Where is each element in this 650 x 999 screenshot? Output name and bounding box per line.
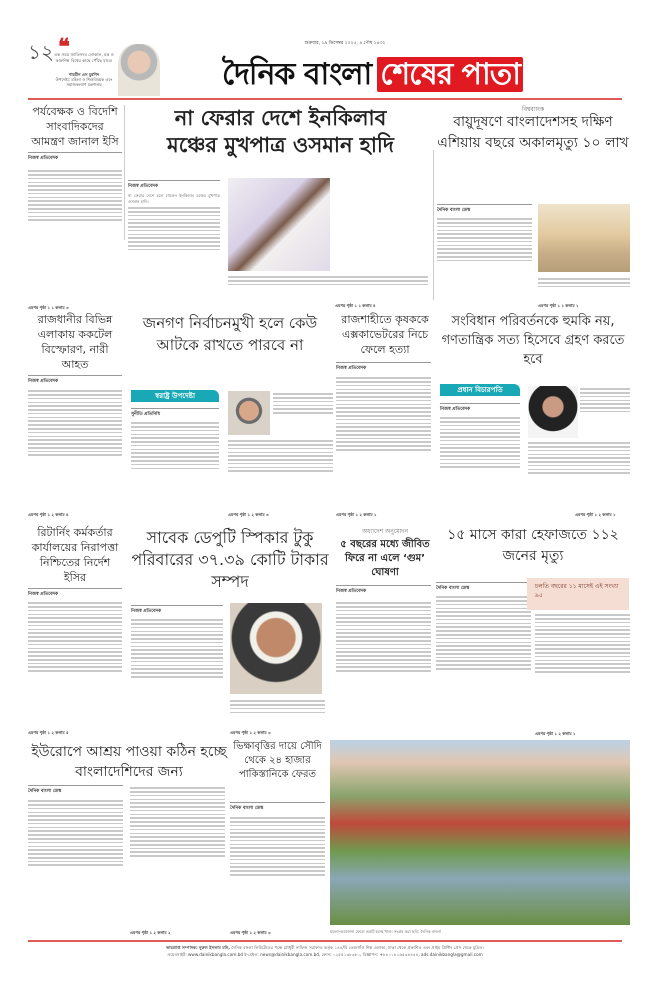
continuation-link[interactable]: এরপর পৃষ্ঠা ১ ২ কলাম ২	[130, 930, 171, 935]
continuation-link[interactable]: এরপর পৃষ্ঠা ১ ২ কলাম ১	[535, 731, 576, 736]
masthead-section: শেষের পাতা	[377, 57, 523, 92]
continuation-link[interactable]: এরপর পৃষ্ঠা ১ ২ কলাম ৩	[230, 730, 271, 735]
article-body	[580, 386, 630, 438]
article-body	[336, 375, 431, 507]
photo-smog	[538, 204, 630, 272]
headline-saudi[interactable]: ভিক্ষাবৃত্তির দায়ে সৌদি থেকে ২৪ হাজার পাকিস্তানিকে ফেরত	[233, 741, 322, 780]
headline-hadi-line1: না ফেরার দেশে ইনকিলাব	[174, 106, 387, 130]
article-body	[228, 274, 428, 296]
tag-home-adviser: স্বরাষ্ট্র উপদেষ্টা	[131, 390, 219, 402]
headline-custody[interactable]: ১৫ মাসে কারা হেফাজতে ১১২ জনের মৃত্যু	[447, 527, 619, 564]
page-number: ১২	[28, 40, 54, 64]
footer-rule	[28, 940, 622, 942]
article-body	[273, 391, 333, 435]
column-divider	[124, 105, 125, 240]
highlight-box: চলতি বছরের ১১ মাসেই এই সংখ্যা ৯৫	[527, 578, 629, 610]
article-body	[436, 594, 531, 730]
quote-author: শারমীন এস মুরশিদ	[69, 72, 99, 77]
editor-label: ভারপ্রাপ্ত সম্পাদক:	[166, 945, 198, 950]
article-body	[538, 276, 630, 296]
header-rule	[28, 98, 622, 100]
photo-home-adviser	[228, 391, 270, 435]
headline-tuku[interactable]: সাবেক ডেপুটি স্পিকার টুকু পরিবারের ৩৭.৩৯ কোটি টাকার সম্পদ	[131, 528, 329, 591]
headline-returning[interactable]: রিটার্নিং কর্মকর্তার কার্যালয়ের নিরাপত্তা নিশ্চিতের নির্দেশ ইসির	[31, 526, 119, 584]
byline: নিজস্ব প্রতিবেদক	[28, 375, 122, 385]
tag-chief-justice: প্রধান বিচারপতি	[440, 384, 520, 396]
article-body	[130, 785, 225, 915]
photo-hadi	[228, 178, 330, 271]
continuation-link[interactable]: এরপর পৃষ্ঠা ১ ২ কলাম ১	[336, 512, 377, 517]
article-body	[535, 612, 630, 727]
kicker-guum: অধ্যাদেশ অনুমোদন	[361, 528, 409, 535]
byline: সুনীতি প্রতিনিধি	[131, 408, 219, 418]
continuation-link[interactable]: এরপর পৃষ্ঠা ১ ১ কলাম ৪	[335, 303, 376, 308]
byline: দৈনিক বাংলা ডেস্ক	[436, 582, 531, 592]
byline: নিজস্ব প্রতিবেদক	[28, 588, 122, 598]
continuation-link[interactable]: এরপর পৃষ্ঠা ১ ১ কলাম ৩	[28, 305, 69, 310]
headline-pollution[interactable]: বায়ুদূষণে বাংলাদেশসহ দক্ষিণ এশিয়ায় বছরে অকালমৃত্যু ১০ লাখ	[437, 114, 629, 151]
article-body	[440, 415, 520, 510]
contact-info: ওয়েবসাইট: www.dainikbangla.com.bd ই-মেইল: news@dainikbangla.com.bd, ফোন: ০২৫৫১৩৮৩৮০, বিজ্ঞাপন: +৮৮০১৮১৬৫৩৪৪৪৪, ads.dainikbangla@gmail.com	[167, 952, 483, 957]
column-divider	[433, 150, 434, 300]
article-lead: না ফেরার দেশে চলে গেলেন ইনকিলাব মঞ্চের মুখপাত্র ওসমান হাদি।	[128, 193, 220, 204]
headline-blasts[interactable]: রাজধানীর বিভিন্ন এলাকায় ককটেল বিস্ফোরণ, নারী আহত	[37, 313, 113, 371]
photo-canal	[330, 740, 630, 925]
imprint	[28, 944, 622, 958]
kicker-pollution: বিশ্বব্যাংক	[521, 106, 545, 113]
article-body	[336, 600, 431, 730]
masthead	[222, 50, 523, 101]
byline: দৈনিক বাংলা ডেস্ক	[28, 785, 123, 795]
article-body	[28, 388, 122, 508]
continuation-link[interactable]: এরপর পৃষ্ঠা ১ ১ কলাম ১	[538, 303, 579, 308]
article-body	[528, 440, 630, 508]
byline: দৈনিক বাংলা ডেস্ক	[437, 204, 532, 214]
editor-name: নুরুল ইসলাম মনি,	[198, 945, 230, 950]
article-body	[437, 216, 532, 298]
byline: নিজস্ব প্রতিবেদক	[336, 585, 431, 595]
headline-guum[interactable]: ৫ বছরের মধ্যে জীবিত ফিরে না এলে ‘গুম’ ঘোষণা	[340, 539, 430, 578]
byline: নিজস্ব প্রতিবেদক	[440, 403, 520, 413]
continuation-link[interactable]: এরপর পৃষ্ঠা ১ ২ কলাম ৩	[230, 930, 271, 935]
headline-hadi-line2: মঞ্চের মুখপাত্র ওসমান হাদি	[167, 133, 394, 157]
article-body	[131, 617, 223, 727]
quote-attribution	[48, 72, 120, 87]
quote-author-photo	[118, 44, 160, 96]
article-body	[230, 815, 325, 925]
byline: নিজস্ব প্রতিবেদক	[336, 362, 431, 372]
article-body	[28, 798, 123, 918]
quote-author-role: উপদেষ্টা: মহিলা ও শিশুবিষয়ক এবং সমাজকল্যাণ মন্ত্রণালয়	[55, 77, 113, 87]
article-body	[28, 168, 122, 230]
headline-rajshahi[interactable]: রাজশাহীতে কৃষককে এক্সকাভেটরের নিচে ফেলে হত্যা	[341, 313, 429, 356]
quote-mark-icon: ❝	[58, 34, 70, 60]
imprint-text: দৈনিক বাংলা লিমিটেডের পক্ষে চৌধুরী নাফিজ সরাফাত কর্তৃক ১৪৪/বি তেজগাঁও শিল্প এলাকা, ঢাকা থেকে প্রকাশিত এবং প্রাইম প্রিন্টিং প্রেস থেকে মুদ্রিত।	[231, 945, 484, 950]
masthead-title: দৈনিক বাংলা	[222, 57, 372, 92]
headline-europe[interactable]: ইউরোপে আশ্রয় পাওয়া কঠিন হচ্ছে বাংলাদেশিদের জন্য	[31, 744, 227, 780]
masthead-quote: এক সময় জাতিসংঘ লোকাল, মন্ত্র ও কারুশিল্প বিশ্বের কাছে পৌঁছে যাবে।	[54, 52, 114, 63]
headline-hadi[interactable]	[128, 105, 433, 159]
article-body	[128, 193, 220, 293]
byline: দৈনিক বাংলা ডেস্ক	[230, 802, 325, 812]
photo-chief-justice	[528, 386, 578, 438]
continuation-link[interactable]: এরপর পৃষ্ঠা ১ ২ কলাম ১	[575, 512, 616, 517]
headline-observers[interactable]: পর্যবেক্ষক ও বিদেশি সাংবাদিকদের আমন্ত্রণ জানাল ইসি	[31, 105, 119, 148]
byline: নিজস্ব প্রতিবেদক	[131, 605, 223, 615]
article-body	[28, 600, 122, 726]
byline: নিজস্ব প্রতিবেদক	[128, 180, 220, 190]
article-body	[131, 420, 219, 510]
photo-caption: ময়লা-আবর্জনা ফেলে ভরাট হচ্ছে খাল। সংগ্রহ করা ছবি: দৈনিক বাংলা	[330, 929, 442, 934]
article-body	[230, 698, 325, 726]
photo-tuku	[230, 603, 322, 694]
continuation-link[interactable]: এরপর পৃষ্ঠা ১ ২ কলাম ৫	[28, 730, 69, 735]
article-body	[228, 438, 333, 508]
continuation-link[interactable]: এরপর পৃষ্ঠা ১ ২ কলাম ৪	[28, 512, 69, 517]
continuation-link[interactable]: এরপর পৃষ্ঠা ১ ২ কলাম ৩	[228, 512, 269, 517]
headline-constitution[interactable]: সংবিধান পরিবর্তনকে হুমকি নয়, গণতান্ত্রিক সত্য হিসেবে গ্রহণ করতে হবে	[441, 314, 625, 367]
byline: নিজস্ব প্রতিবেদক	[28, 152, 122, 162]
headline-election[interactable]: জনগণ নির্বাচনমুখী হলে কেউ আটকে রাখতে পারবে না	[142, 314, 318, 354]
date-line: শুক্রবার, ১৯ ডিসেম্বর ২০২৫, ৪ পৌষ ১৪৩২	[304, 41, 386, 46]
